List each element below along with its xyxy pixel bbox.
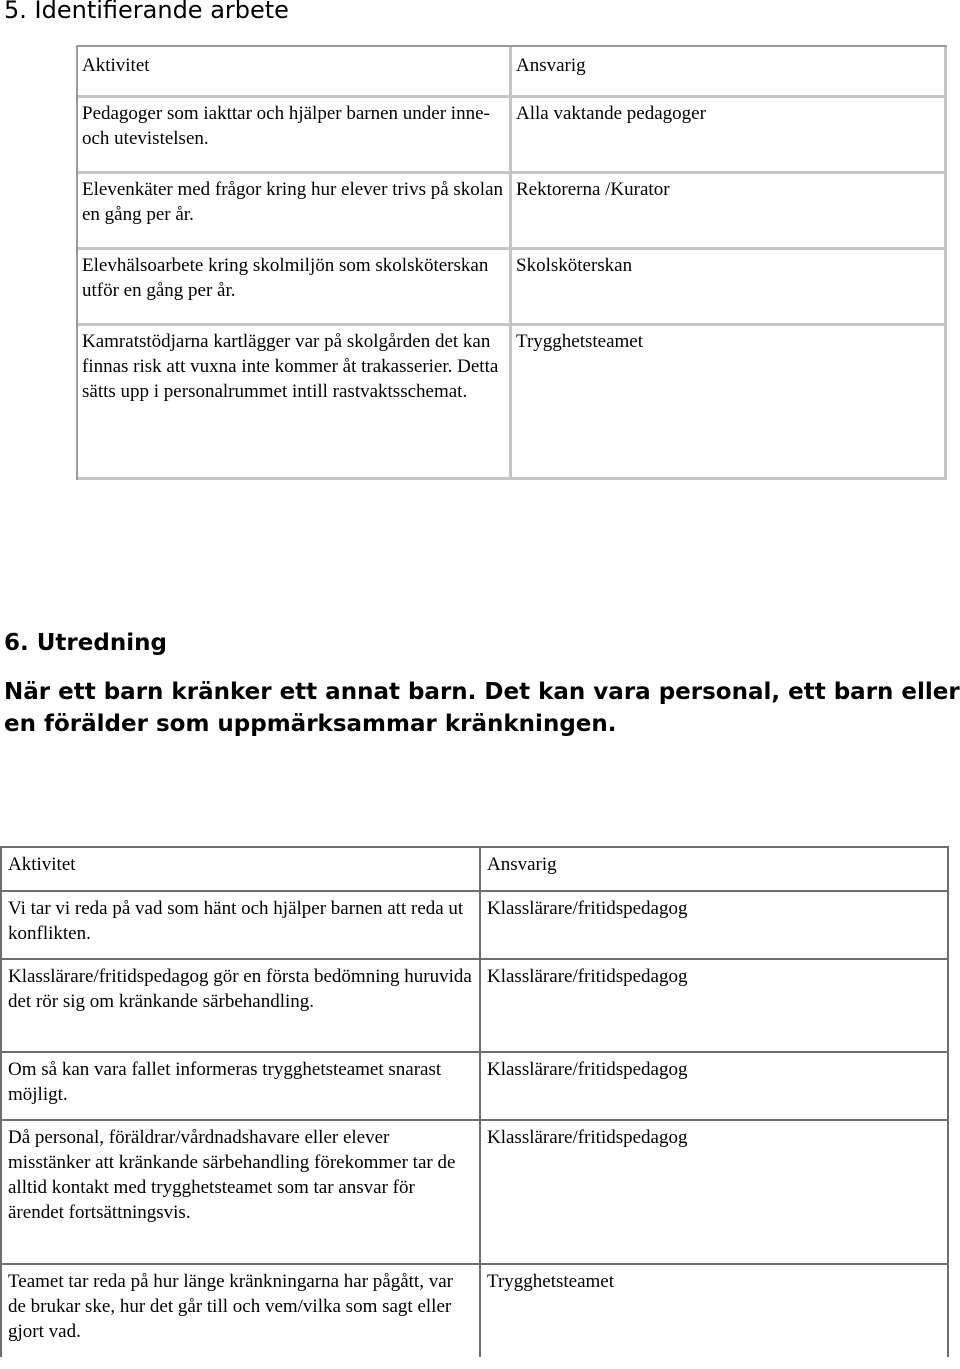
activity-cell: Om så kan vara fallet informeras trygghetsteamet snarast möjligt.: [0, 1053, 481, 1121]
table-row: [0, 892, 949, 960]
activity-cell: Vi tar vi reda på vad som hänt och hjälper barnen att reda ut konflikten.: [0, 892, 481, 960]
activity-cell: Kamratstödjarna kartlägger var på skolgården det kan finnas risk att vuxna inte kommer åt trakasserier. Detta sätts upp i personalrummet intill rastvaktsschemat.: [78, 326, 512, 480]
section-6-subtitle: När ett barn kränker ett annat barn. Det kan vara personal, ett barn eller en förälder som uppmärksammar kränkningen.: [4, 679, 960, 737]
table-row: [0, 1121, 949, 1265]
table-header-row: [78, 47, 947, 98]
table-header-row: [0, 848, 949, 892]
responsible-cell: Alla vaktande pedagoger: [512, 98, 947, 174]
investigation-table: [0, 846, 949, 1357]
identification-table: [76, 45, 947, 480]
column-header-activity: Aktivitet: [0, 848, 481, 892]
section-6-title: 6. Utredning: [4, 630, 167, 656]
table-row: [0, 1265, 949, 1357]
responsible-cell: Trygghetsteamet: [481, 1265, 949, 1357]
responsible-cell: Klasslärare/fritidspedagog: [481, 1121, 949, 1265]
responsible-cell: Klasslärare/fritidspedagog: [481, 1053, 949, 1121]
activity-cell: Elevhälsoarbete kring skolmiljön som skolsköterskan utför en gång per år.: [78, 250, 512, 326]
responsible-cell: Klasslärare/fritidspedagog: [481, 892, 949, 960]
table-row: [78, 174, 947, 250]
section-5-title: 5. Identifierande arbete: [4, 0, 289, 24]
table-row: [0, 1053, 949, 1121]
table-row: [78, 98, 947, 174]
responsible-cell: Skolsköterskan: [512, 250, 947, 326]
responsible-cell: Trygghetsteamet: [512, 326, 947, 480]
activity-cell: Klasslärare/fritidspedagog gör en första bedömning huruvida det rör sig om kränkande särbehandling.: [0, 960, 481, 1053]
column-header-activity: Aktivitet: [78, 47, 512, 98]
column-header-responsible: Ansvarig: [481, 848, 949, 892]
responsible-cell: Klasslärare/fritidspedagog: [481, 960, 949, 1053]
column-header-responsible: Ansvarig: [512, 47, 947, 98]
table-row: [78, 250, 947, 326]
activity-cell: Teamet tar reda på hur länge kränkningarna har pågått, var de brukar ske, hur det går till och vem/vilka som sagt eller gjort vad.: [0, 1265, 481, 1357]
activity-cell: Då personal, föräldrar/vårdnadshavare eller elever misstänker att kränkande särbehandling förekommer tar de alltid kontakt med trygghetsteamet som tar ansvar för ärendet fortsättningsvis.: [0, 1121, 481, 1265]
table-row: [0, 960, 949, 1053]
activity-cell: Pedagoger som iakttar och hjälper barnen under inne- och utevistelsen.: [78, 98, 512, 174]
responsible-cell: Rektorerna /Kurator: [512, 174, 947, 250]
table-row: [78, 326, 947, 480]
activity-cell: Elevenkäter med frågor kring hur elever trivs på skolan en gång per år.: [78, 174, 512, 250]
